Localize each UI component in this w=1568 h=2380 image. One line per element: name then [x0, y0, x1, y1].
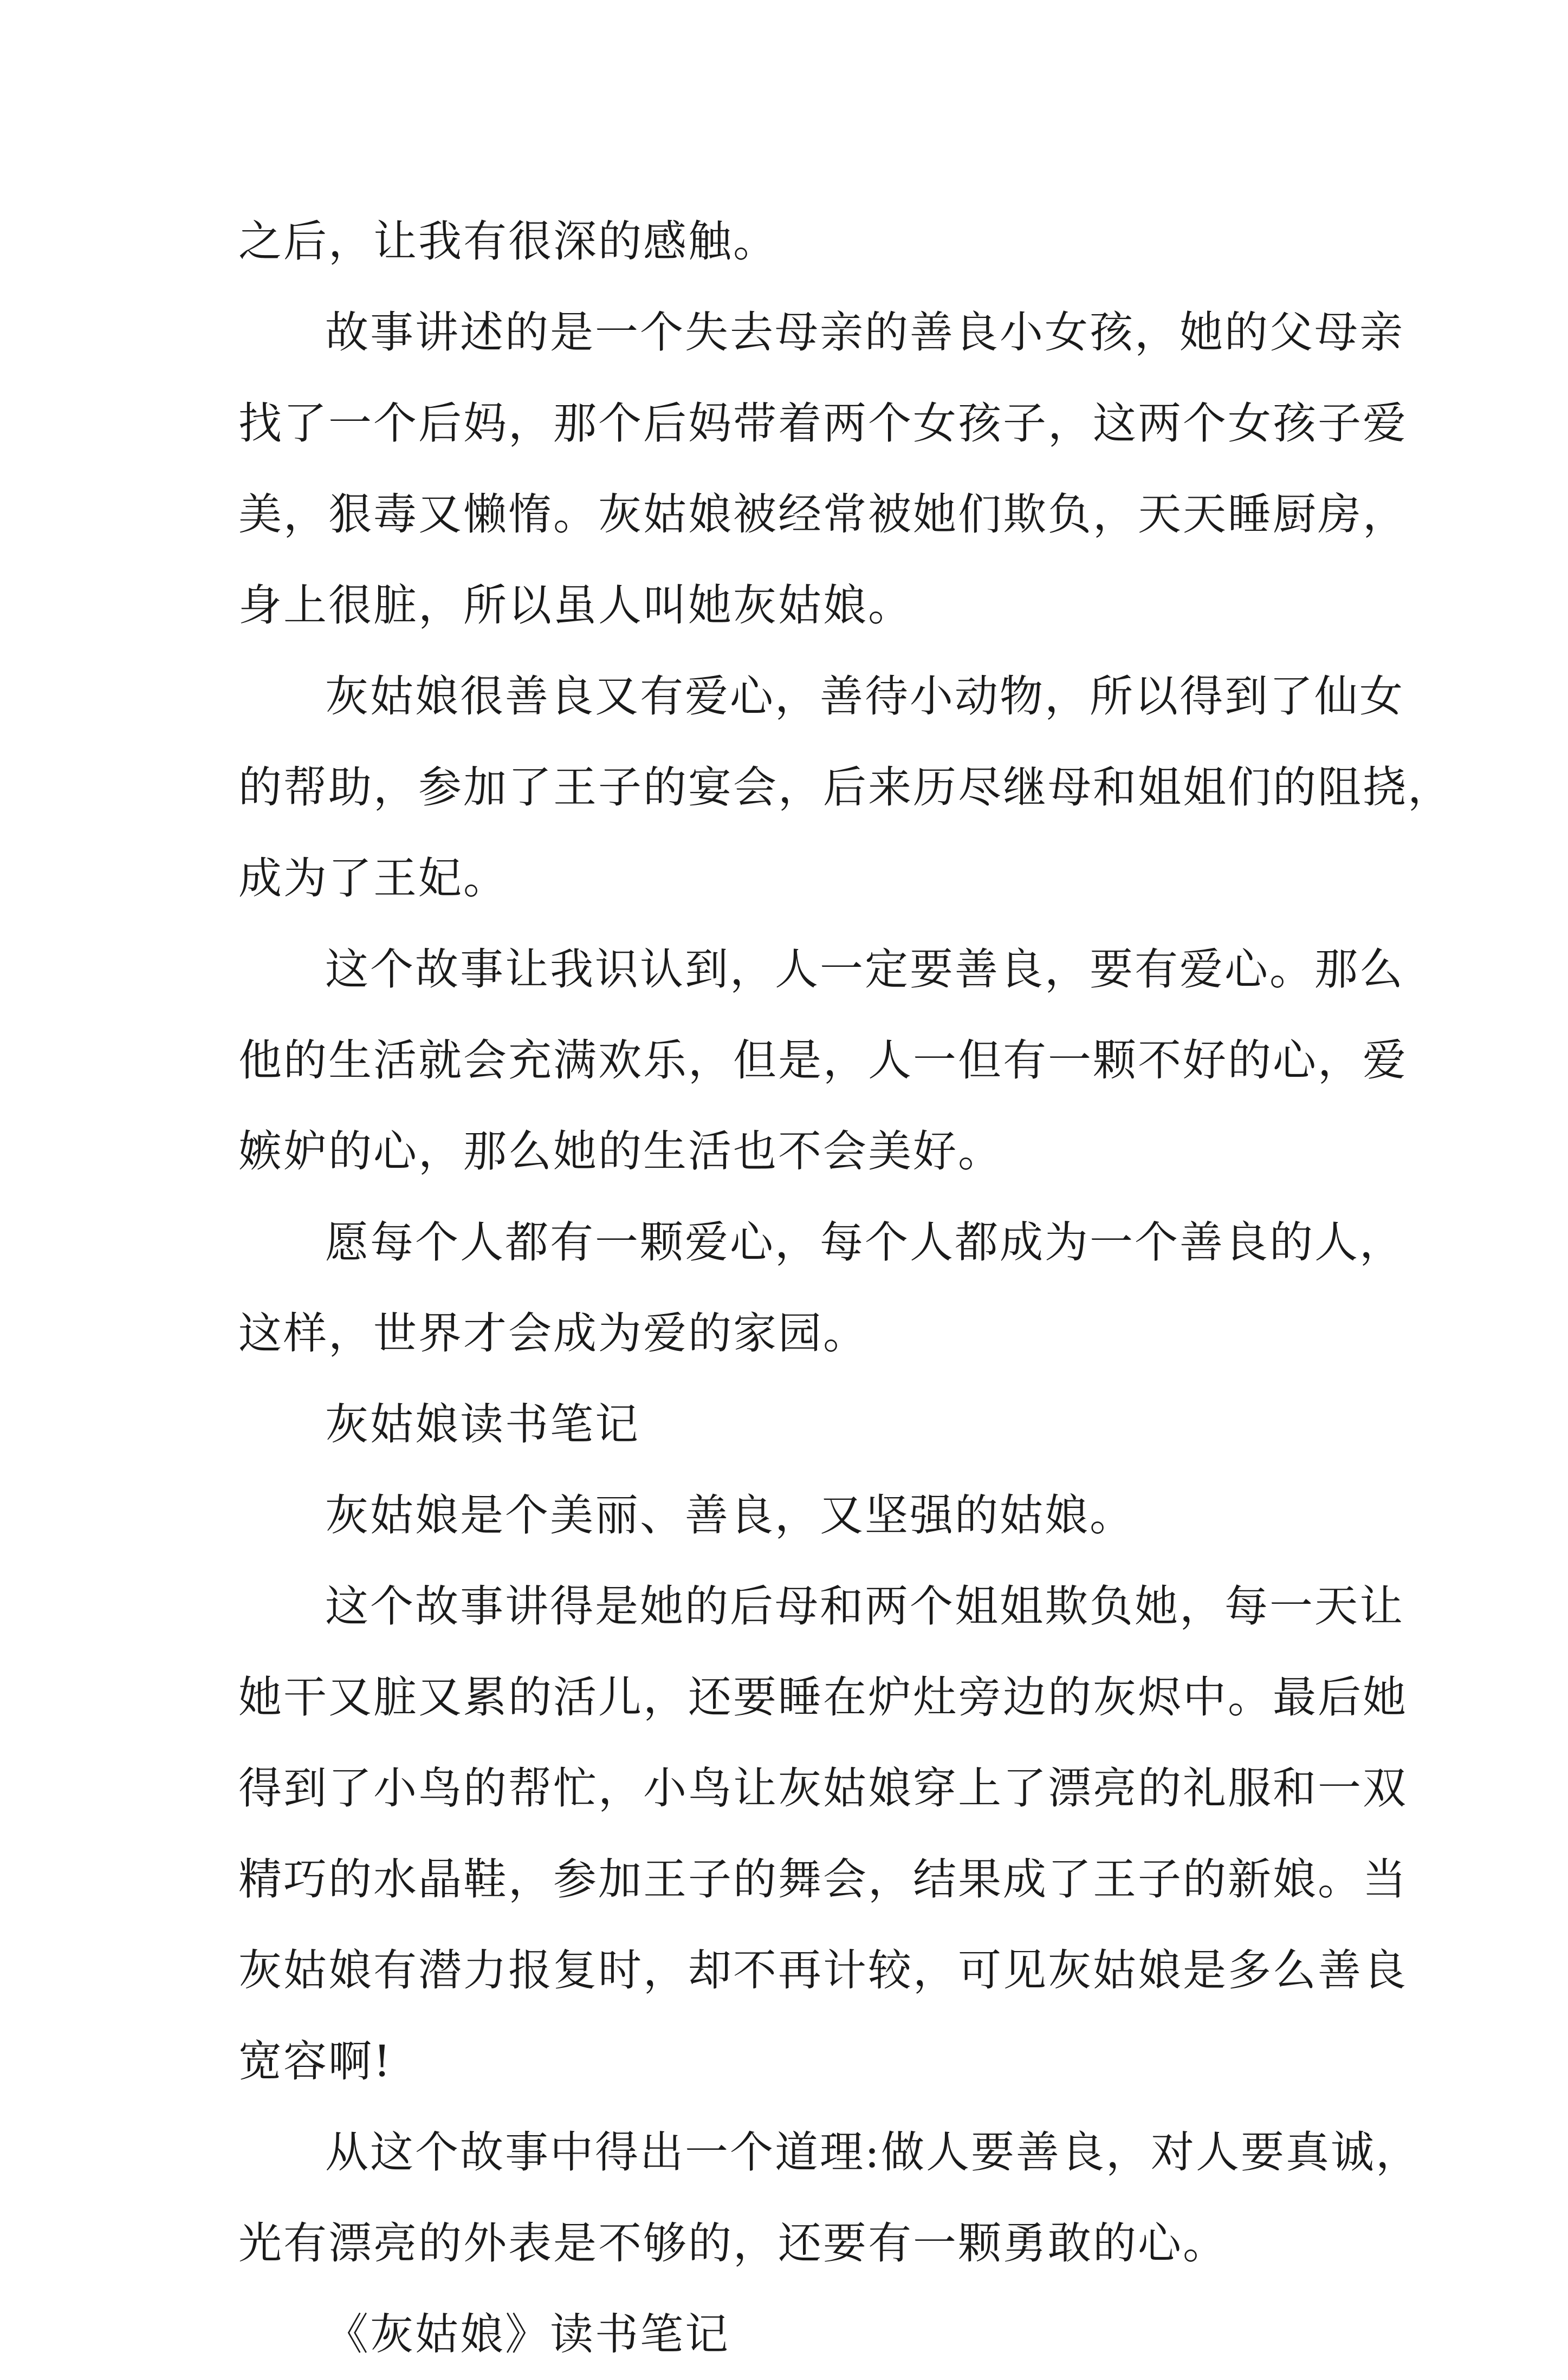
text-line: 成为了王妃。: [238, 853, 508, 903]
text-line: 光有漂亮的外表是不够的，还要有一颗勇敢的心。: [238, 2218, 1228, 2268]
text-line: 精巧的水晶鞋，参加王子的舞会，结果成了王子的新娘。当: [238, 1854, 1408, 1904]
text-line: 他的生活就会充满欢乐，但是，人一但有一颗不好的心，爱: [238, 1035, 1408, 1085]
text-line: 身上很脏，所以虽人叫她灰姑娘。: [238, 580, 913, 630]
text-line: 这样，世界才会成为爱的家园。: [238, 1308, 868, 1358]
text-line: 这个故事让我识认到，人一定要善良，要有爱心。那么: [325, 944, 1404, 994]
text-line: 之后，让我有很深的感触。: [238, 216, 778, 266]
text-line: 愿每个人都有一颗爱心，每个人都成为一个善良的人，: [325, 1217, 1404, 1267]
body-text: [238, 196, 1453, 2380]
text-line: 得到了小鸟的帮忙，小鸟让灰姑娘穿上了漂亮的礼服和一双: [238, 1763, 1408, 1813]
text-line: 灰姑娘有潜力报复时，却不再计较，可见灰姑娘是多么善良: [238, 1945, 1408, 1995]
text-line: 从这个故事中得出一个道理:做人要善良，对人要真诚，: [325, 2127, 1421, 2177]
text-line: 的帮助，参加了王子的宴会，后来历尽继母和姐姐们的阻挠，: [238, 762, 1453, 812]
text-line: 灰姑娘很善良又有爱心，善待小动物，所以得到了仙女: [325, 671, 1404, 721]
text-line: 美，狠毒又懒惰。灰姑娘被经常被她们欺负，天天睡厨房，: [238, 489, 1408, 539]
section-title: 《灰姑娘》读书笔记: [325, 2309, 730, 2359]
text-line: 找了一个后妈，那个后妈带着两个女孩子，这两个女孩子爱: [238, 398, 1408, 448]
text-line: 灰姑娘是个美丽、善良，又坚强的姑娘。: [325, 1490, 1135, 1540]
text-line: 宽容啊!: [238, 2036, 393, 2086]
text-line: 故事讲述的是一个失去母亲的善良小女孩，她的父母亲: [325, 307, 1404, 357]
text-line: 嫉妒的心，那么她的生活也不会美好。: [238, 1126, 1003, 1176]
section-title: 灰姑娘读书笔记: [325, 1399, 640, 1449]
text-line: 她干又脏又累的活儿，还要睡在炉灶旁边的灰烬中。最后她: [238, 1672, 1408, 1722]
text-line: 这个故事讲得是她的后母和两个姐姐欺负她，每一天让: [325, 1581, 1404, 1631]
